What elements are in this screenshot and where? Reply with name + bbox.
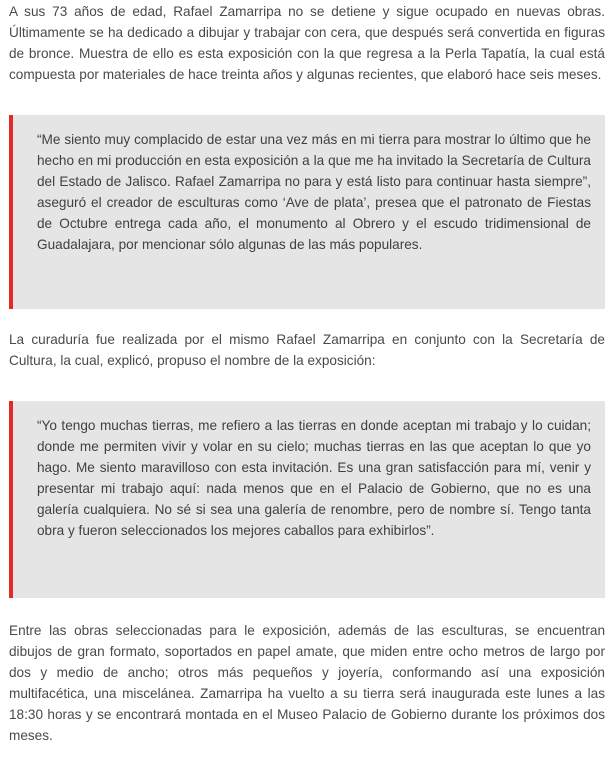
blockquote-artist-statement: [9, 115, 605, 309]
blockquote-text: “Yo tengo muchas tierras, me refiero a las tierras en donde aceptan mi trabajo y lo cuidan; donde me permiten vivir y volar en su cielo; muchas tierras en las que aceptan lo que yo hago. Me siento maravilloso con esta invitación. Es una gran satisfacción para mí, venir y presentar mi trabajo aquí: nada menos que en el Palacio de Gobierno, que no es una galería cualquiera. No sé si sea una galería de renombre, pero de nombre sí. Tengo tanta obra y fueron seleccionados los mejores caballos para exhibirlos”.: [37, 418, 591, 538]
article-paragraph-works: Entre las obras seleccionadas para le exposición, además de las esculturas, se encuentran dibujos de gran formato, soportados en papel amate, que miden entre ocho metros de largo por dos y medio de ancho; otros más pequeños y joyería, conformando así una exposición multifacética, una miscelánea. Zamarripa ha vuelto a su tierra será inaugurada este lunes a las 18:30 horas y se encontrará montada en el Museo Palacio de Gobierno durante los próximos dos meses.: [9, 623, 605, 743]
blockquote-text: “Me siento muy complacido de estar una vez más en mi tierra para mostrar lo último que he hecho en mi producción en esta exposición a la que me ha invitado la Secretaría de Cultura del Estado de Jalisco. Rafael Zamarripa no para y está listo para continuar hasta siempre”, aseguró el creador de esculturas como ‘Ave de plata’, presea que el patronato de Fiestas de Octubre entrega cada año, el monumento al Obrero y el escudo tridimensional de Guadalajara, por mencionar sólo algunas de las más populares.: [37, 132, 591, 252]
blockquote-many-lands: [9, 401, 605, 598]
article-paragraph-intro: A sus 73 años de edad, Rafael Zamarripa no se detiene y sigue ocupado en nuevas obras. Últimamente se ha dedicado a dibujar y trabajar con cera, que después será convertida en figuras de bronce. Muestra de ello es esta exposición con la que regresa a la Perla Tapatía, la cual está compuesta por materiales de hace treinta años y algunas recientes, que elaboró hace seis meses.: [9, 4, 605, 82]
article-paragraph-curation: La curaduría fue realizada por el mismo Rafael Zamarripa en conjunto con la Secretaría de Cultura, la cual, explicó, propuso el nombre de la exposición:: [9, 332, 605, 368]
article-body: [9, 0, 605, 746]
